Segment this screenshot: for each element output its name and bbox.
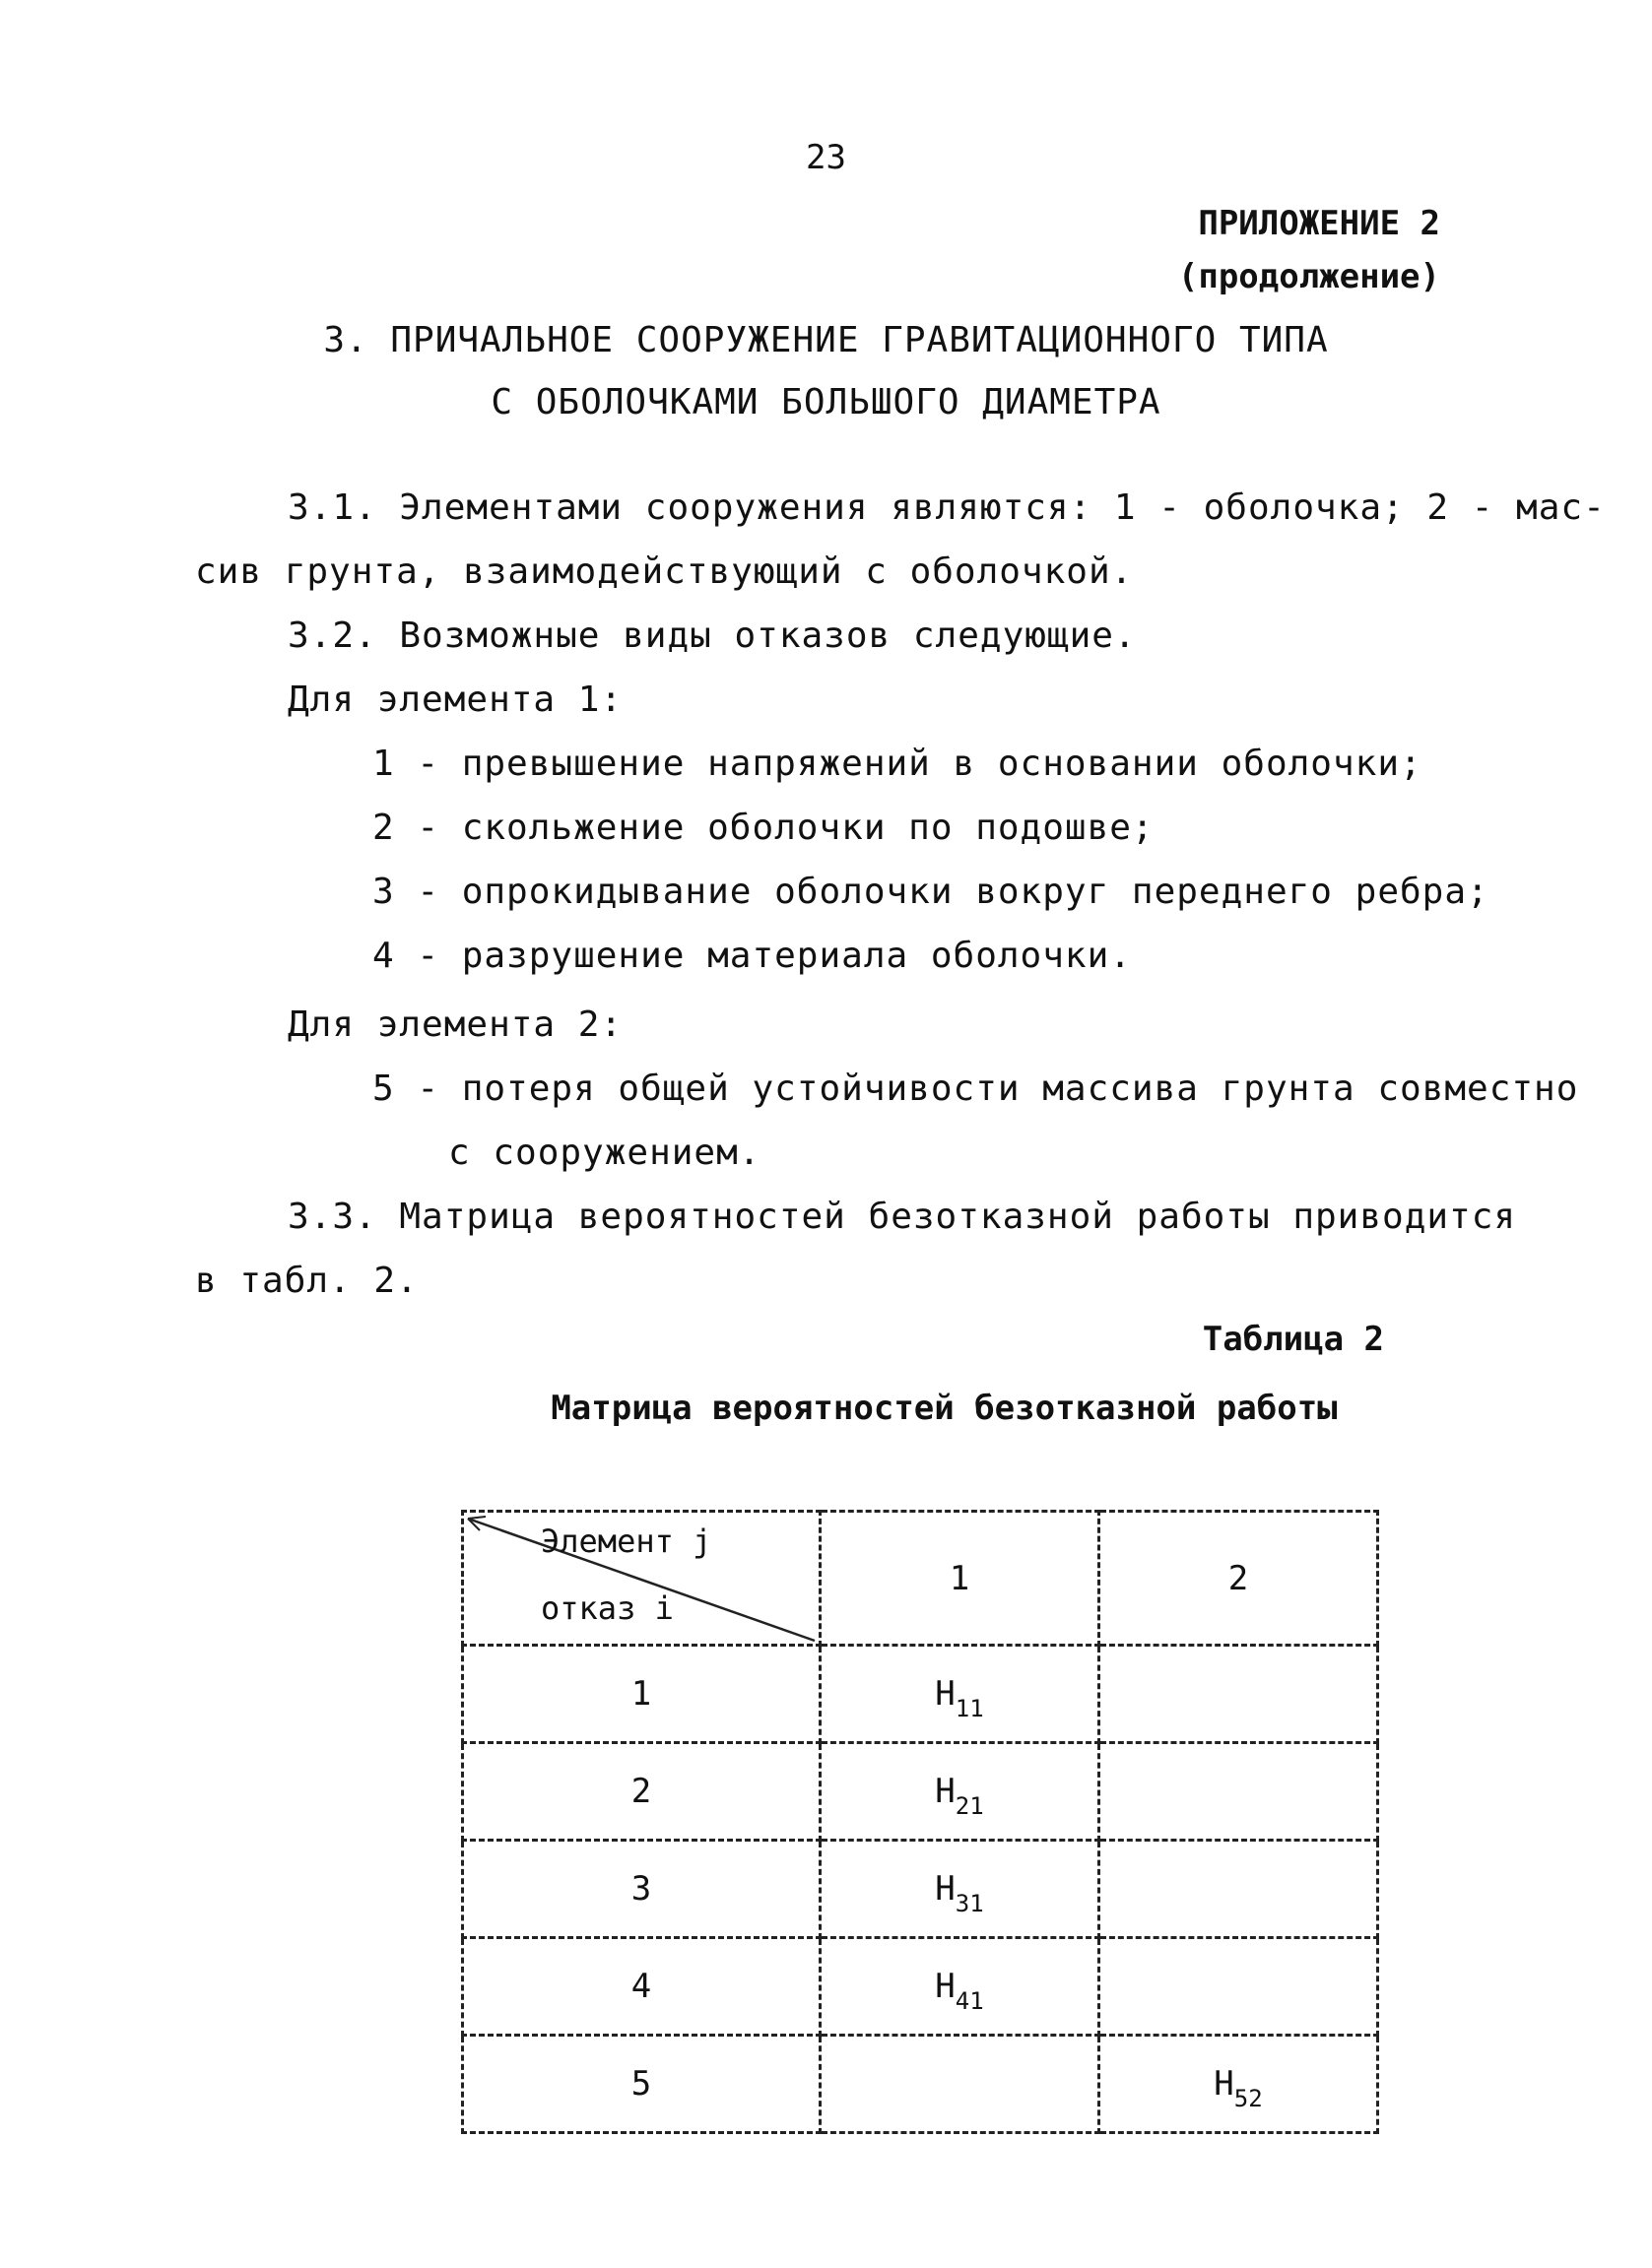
table-row — [463, 1841, 1378, 1938]
element-2-label: Для элемента 2: — [288, 1004, 624, 1045]
cell-subscript: 11 — [955, 1695, 984, 1722]
failure-item: 2 - скольжение оболочки по подошве; — [372, 808, 1155, 848]
cell-base: H — [935, 1967, 956, 2006]
table-label: Таблица 2 — [1202, 1320, 1384, 1359]
header-diagonal-cell — [463, 1512, 821, 1646]
cell-subscript: 31 — [955, 1890, 984, 1917]
cell-subscript: 41 — [955, 1987, 984, 2015]
paragraph-3-2: 3.2. Возможные виды отказов следующие. — [288, 616, 1137, 656]
table-header-row — [463, 1512, 1378, 1646]
row-index: 3 — [463, 1841, 821, 1938]
row-index: 1 — [463, 1646, 821, 1743]
matrix-cell — [821, 1743, 1099, 1841]
section-heading-line1: 3. ПРИЧАЛЬНОЕ СООРУЖЕНИЕ ГРАВИТАЦИОННОГО ТИПА — [323, 320, 1329, 360]
cell-base: H — [1214, 2064, 1234, 2104]
failure-item: 1 - превышение напряжений в основании оболочки; — [372, 744, 1422, 784]
cell-subscript: 52 — [1233, 2085, 1263, 2112]
matrix-cell — [821, 2036, 1099, 2133]
row-index: 5 — [463, 2036, 821, 2133]
cell-base: H — [935, 1772, 956, 1811]
row-index: 2 — [463, 1743, 821, 1841]
matrix-cell — [1099, 1646, 1378, 1743]
paragraph-3-3-line1: 3.3. Матрица вероятностей безотказной работы приводится — [288, 1197, 1517, 1237]
matrix-cell — [821, 1938, 1099, 2036]
matrix-cell — [821, 1841, 1099, 1938]
appendix-label — [1178, 197, 1440, 303]
table-row — [463, 1646, 1378, 1743]
failure-item: 3 - опрокидывание оболочки вокруг переднего ребра; — [372, 872, 1489, 912]
column-header: 2 — [1099, 1512, 1378, 1646]
paragraph-3-1-line2: сив грунта, взаимодействующий с оболочкой. — [195, 551, 1134, 592]
table-row — [463, 2036, 1378, 2133]
appendix-title: ПРИЛОЖЕНИЕ 2 — [1198, 204, 1440, 243]
probability-matrix-table — [461, 1510, 1379, 2134]
failure-item: 4 - разрушение материала оболочки. — [372, 936, 1132, 976]
matrix-cell — [1099, 1938, 1378, 2036]
element-1-label: Для элемента 1: — [288, 680, 624, 720]
matrix-cell — [821, 1646, 1099, 1743]
failure-item-continuation: с сооружением. — [448, 1133, 761, 1173]
header-failure-label: отказ i — [541, 1589, 674, 1627]
failure-item: 5 - потеря общей устойчивости массива грунта совместно — [372, 1069, 1579, 1109]
matrix-cell — [1099, 1841, 1378, 1938]
cell-base: H — [935, 1869, 956, 1909]
page-number: 23 — [806, 138, 846, 177]
cell-base: H — [935, 1674, 956, 1714]
table-row — [463, 1743, 1378, 1841]
table-title: Матрица вероятностей безотказной работы — [551, 1389, 1338, 1428]
row-index: 4 — [463, 1938, 821, 2036]
matrix-cell — [1099, 2036, 1378, 2133]
paragraph-3-1-line1: 3.1. Элементами сооружения являются: 1 - оболочка; 2 - мас- — [288, 487, 1606, 528]
header-element-label: Элемент j — [541, 1523, 712, 1560]
column-header: 1 — [821, 1512, 1099, 1646]
appendix-subtitle: (продолжение) — [1177, 257, 1440, 296]
table-row — [463, 1938, 1378, 2036]
paragraph-3-3-line2: в табл. 2. — [195, 1261, 419, 1301]
section-heading-line2: С ОБОЛОЧКАМИ БОЛЬШОГО ДИАМЕТРА — [491, 382, 1161, 422]
cell-subscript: 21 — [955, 1792, 984, 1820]
matrix-cell — [1099, 1743, 1378, 1841]
